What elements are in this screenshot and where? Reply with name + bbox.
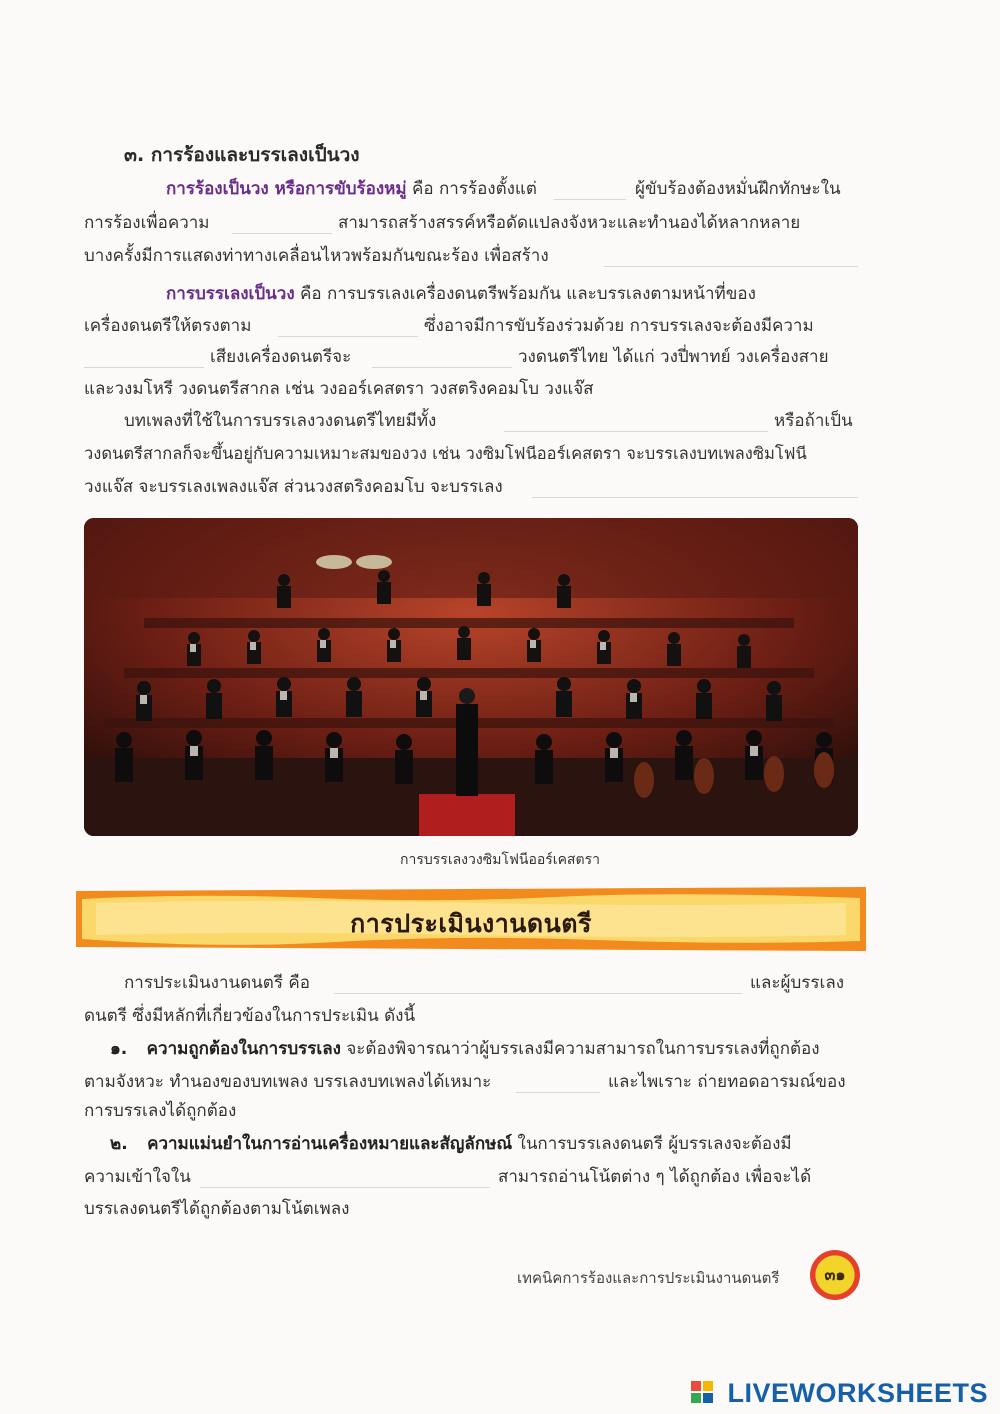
paragraph-line xyxy=(110,1038,820,1060)
paragraph-line: บรรเลงดนตรีได้ถูกต้องตามโน้ตเพลง xyxy=(84,1199,350,1219)
liveworksheets-logo-icon xyxy=(691,1381,713,1403)
paragraph-line: การประเมินงานดนตรี คือ xyxy=(124,973,310,993)
page-number-badge xyxy=(810,1250,860,1300)
photo-caption: การบรรเลงวงซิมโฟนีออร์เคสตรา xyxy=(400,852,600,868)
paragraph-line: สามารถอ่านโน้ตต่าง ๆ ได้ถูกต้อง เพื่อจะได้ xyxy=(498,1167,812,1187)
paragraph-line: หรือถ้าเป็น xyxy=(774,411,853,431)
paragraph-line: ผู้ขับร้องต้องหมั่นฝึกทักษะใน xyxy=(635,179,841,199)
paragraph-line: และผู้บรรเลง xyxy=(750,973,845,993)
answer-blank[interactable] xyxy=(278,319,418,337)
section-banner xyxy=(76,885,866,953)
term-choir: การร้องเป็นวง หรือการขับร้องหมู่ xyxy=(166,179,407,199)
item-number: ๑. xyxy=(110,1039,128,1059)
paragraph-line: เสียงเครื่องดนตรีจะ xyxy=(210,347,352,367)
paragraph-line: วงแจ๊ส จะบรรเลงเพลงแจ๊ส ส่วนวงสตริงคอมโบ จะบรรเลง xyxy=(84,477,503,497)
paragraph-line: วงดนตรีสากลก็จะขึ้นอยู่กับความเหมาะสมของวง เช่น วงซิมโฟนีออร์เคสตรา จะบรรเลงบทเพลงซิมโฟนี xyxy=(84,444,807,463)
text-span: คือ การร้องตั้งแต่ xyxy=(406,179,537,199)
answer-blank[interactable] xyxy=(554,182,626,200)
paragraph-line xyxy=(166,283,756,305)
answer-blank[interactable] xyxy=(532,480,858,498)
brand-wordmark[interactable]: LIVEWORKSHEETS xyxy=(727,1378,988,1408)
answer-blank[interactable] xyxy=(84,350,204,368)
text-span: ในการบรรเลงดนตรี ผู้บรรเลงจะต้องมี xyxy=(512,1134,792,1154)
paragraph-line xyxy=(166,178,537,200)
paragraph-line: บทเพลงที่ใช้ในการบรรเลงวงดนตรีไทยมีทั้ง xyxy=(124,411,437,431)
paragraph-line: สามารถสร้างสรรค์หรือดัดแปลงจังหวะและทำนองได้หลากหลาย xyxy=(338,213,801,233)
orchestra-photo xyxy=(84,518,858,836)
paragraph-line: เครื่องดนตรีให้ตรงตาม xyxy=(84,316,252,336)
paragraph-line: การบรรเลงได้ถูกต้อง xyxy=(84,1101,237,1121)
paragraph-line: วงดนตรีไทย ได้แก่ วงปี่พาทย์ วงเครื่องสาย xyxy=(518,347,829,367)
paragraph-line xyxy=(110,1133,792,1155)
answer-blank[interactable] xyxy=(232,216,332,234)
text-span: คือ การบรรเลงเครื่องดนตรีพร้อมกัน และบรรเลงตามหน้าที่ของ xyxy=(294,284,756,304)
paragraph-line: และวงมโหรี วงดนตรีสากล เช่น วงออร์เคสตรา วงสตริงคอมโบ วงแจ๊ส xyxy=(84,379,594,399)
text-span: จะต้องพิจารณาว่าผู้บรรเลงมีความสามารถในการบรรเลงที่ถูกต้อง xyxy=(340,1039,820,1059)
answer-blank[interactable] xyxy=(604,249,858,267)
paragraph-line: และไพเราะ ถ่ายทอดอารมณ์ของ xyxy=(608,1072,846,1092)
item-number: ๒. xyxy=(110,1134,128,1154)
paragraph-line: ตามจังหวะ ทำนองของบทเพลง บรรเลงบทเพลงได้เหมาะ xyxy=(84,1072,492,1092)
answer-blank[interactable] xyxy=(516,1075,600,1093)
orchestra-illustration xyxy=(84,518,858,836)
paragraph-line: ดนตรี ซึ่งมีหลักที่เกี่ยวข้องในการประเมิน ดังนี้ xyxy=(84,1006,416,1026)
term-accuracy: ความถูกต้องในการบรรเลง xyxy=(146,1039,341,1059)
page-number: ๓๑ xyxy=(824,1265,846,1284)
banner-title: การประเมินงานดนตรี xyxy=(350,909,592,938)
paragraph-line: บางครั้งมีการแสดงท่าทางเคลื่อนไหวพร้อมกันขณะร้อง เพื่อสร้าง xyxy=(84,246,549,266)
answer-blank[interactable] xyxy=(504,414,768,432)
answer-blank[interactable] xyxy=(372,350,512,368)
answer-blank[interactable] xyxy=(334,976,742,994)
section-heading: ๓. การร้องและบรรเลงเป็นวง xyxy=(124,144,360,166)
answer-blank[interactable] xyxy=(200,1170,490,1188)
running-footer: เทคนิคการร้องและการประเมินงานดนตรี xyxy=(517,1269,780,1287)
term-precision: ความแม่นยำในการอ่านเครื่องหมายและสัญลักษณ์ xyxy=(147,1134,513,1154)
term-ensemble: การบรรเลงเป็นวง xyxy=(166,284,295,304)
paragraph-line: การร้องเพื่อความ xyxy=(84,213,210,233)
paragraph-line: ความเข้าใจใน xyxy=(84,1167,191,1187)
paragraph-line: ซึ่งอาจมีการขับร้องร่วมด้วย การบรรเลงจะต้องมีความ xyxy=(424,316,814,336)
